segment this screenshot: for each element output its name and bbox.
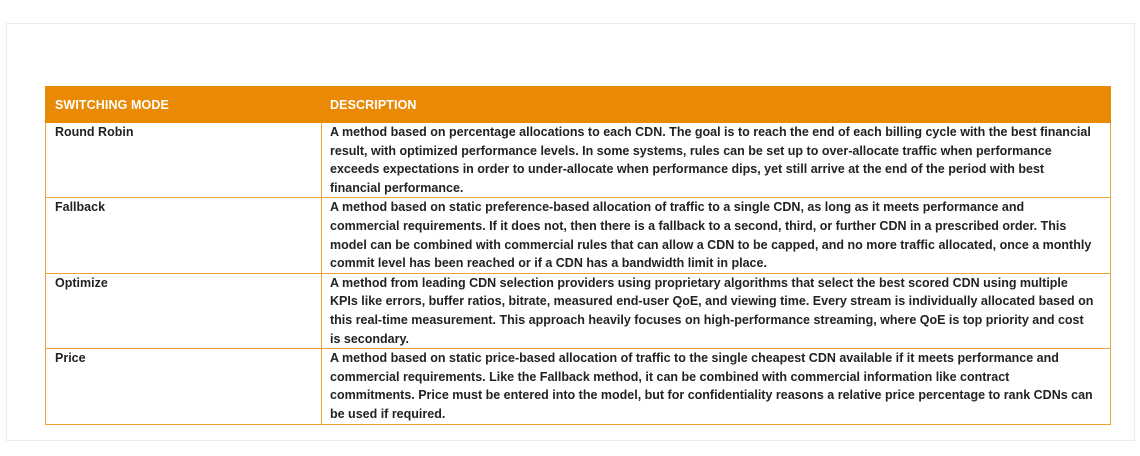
mode-name-cell: Price [46, 349, 322, 424]
switching-modes-table [45, 86, 1111, 425]
table-row [46, 123, 1111, 198]
mode-name-cell: Round Robin [46, 123, 322, 198]
table-row [46, 349, 1111, 424]
table-row [46, 198, 1111, 273]
mode-description-cell: A method based on static preference-based allocation of traffic to a single CDN, as long as it meets performance and commercial requirements. If it does not, then there is a fallback to a second, third, or further CDN in a prescribed order. This model can be combined with commercial rules that can allow a CDN to be capped, and no more traffic allocated, once a monthly commit level has been reached or if a CDN has a bandwidth limit in place. [322, 198, 1111, 273]
header-description: DESCRIPTION [322, 87, 1111, 123]
mode-name-cell: Optimize [46, 273, 322, 348]
table-row [46, 273, 1111, 348]
mode-description-cell: A method based on percentage allocations to each CDN. The goal is to reach the end of each billing cycle with the best financial result, with optimized performance levels. In some systems, rules can be set up to over-allocate traffic when performance exceeds expectations in order to under-allocate when performance dips, yet still arrive at the end of the period with best financial performance. [322, 123, 1111, 198]
mode-description-cell: A method based on static price-based allocation of traffic to the single cheapest CDN available if it meets performance and commercial requirements. Like the Fallback method, it can be combined with commercial information like contract commitments. Price must be entered into the model, but for confidentiality reasons a relative price percentage to rank CDNs can be used if required. [322, 349, 1111, 424]
header-switching-mode: SWITCHING MODE [46, 87, 322, 123]
document-panel [6, 23, 1135, 441]
mode-name-cell: Fallback [46, 198, 322, 273]
mode-description-cell: A method from leading CDN selection providers using proprietary algorithms that select the best scored CDN using multiple KPIs like errors, buffer ratios, bitrate, measured end-user QoE, and viewing time. Every stream is individually allocated based on this real-time measurement. This approach heavily focuses on high-performance streaming, where QoE is top priority and cost is secondary. [322, 273, 1111, 348]
table-header-row [46, 87, 1111, 123]
